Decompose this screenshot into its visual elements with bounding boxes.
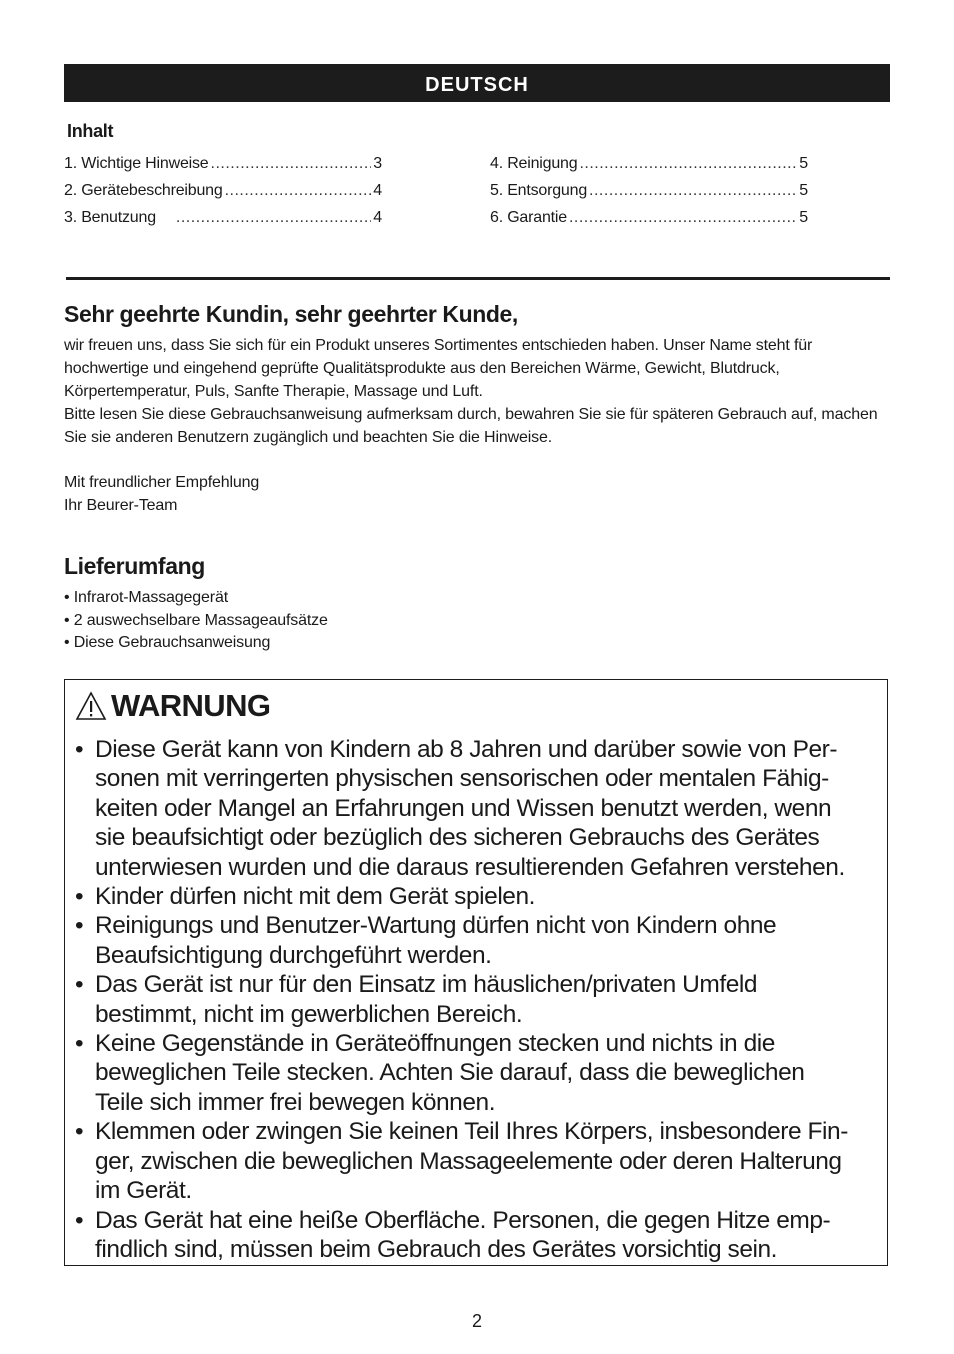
- warning-item: • Das Gerät ist nur für den Einsatz im häuslichen/privaten Umfeld bestimmt, nicht im gewerblichen Bereich.: [75, 970, 883, 1029]
- toc-item-page: 4: [373, 182, 382, 199]
- delivery-list: [64, 587, 328, 655]
- toc-item-page: 5: [799, 182, 808, 199]
- closing-line: Mit freundlicher Empfehlung: [64, 474, 260, 491]
- toc-item-label: 4. Reinigung: [490, 155, 578, 172]
- warning-item: • Diese Gerät kann von Kindern ab 8 Jahren und darüber sowie von Per- sonen mit verringerten physischen sensorischen oder mentalen Fähig- keiten oder Mangel an Erfahrungen und Wissen benutzt werden, wenn sie beaufsichtigt oder bezüglich des sicheren Gebrauchs des Gerätes unterwiesen wurden und die daraus resultierenden Gefahren verstehen.: [75, 735, 883, 882]
- toc-item-page: 4: [373, 209, 382, 226]
- list-item: • Infrarot-Massagegerät: [64, 587, 328, 610]
- warning-item: • Reinigungs und Benutzer-Wartung dürfen nicht von Kindern ohne Beaufsichtigung durchgeführt werden.: [75, 911, 883, 970]
- greeting-heading: Sehr geehrte Kundin, sehr geehrter Kunde,: [64, 301, 518, 327]
- intro-paragraph: Bitte lesen Sie diese Gebrauchsanweisung aufmerksam durch, bewahren Sie sie für späteren Gebrauch auf, machen Sie sie anderen Benutzern zugänglich und beachten Sie die Hinweise.: [64, 406, 878, 446]
- list-item: • Diese Gebrauchsanweisung: [64, 632, 328, 655]
- toc-item-label: 1. Wichtige Hinweise: [64, 155, 209, 172]
- page-number: 2: [471, 1311, 482, 1331]
- warning-box: [64, 679, 888, 1266]
- warning-triangle-icon: [75, 691, 107, 721]
- intro-text: [64, 334, 890, 449]
- delivery-heading: Lieferumfang: [64, 553, 205, 579]
- toc-item[interactable]: [64, 155, 382, 182]
- toc-left-column: [64, 155, 382, 236]
- warning-list: [75, 735, 883, 1264]
- toc-item[interactable]: [490, 155, 808, 182]
- toc-item[interactable]: [490, 209, 808, 236]
- language-header: DEUTSCH: [64, 64, 890, 102]
- toc-item[interactable]: [64, 182, 382, 209]
- toc-item-label: 3. Benutzung: [64, 209, 156, 226]
- toc-title: Inhalt: [67, 121, 114, 141]
- toc-item[interactable]: [64, 209, 382, 236]
- warning-item: • Kinder dürfen nicht mit dem Gerät spielen.: [75, 882, 883, 911]
- intro-paragraph: wir freuen uns, dass Sie sich für ein Produkt unseres Sortimentes entschieden haben. Unser Name steht für hochwertige und eingehend geprüfte Qualitätsprodukte aus den Bereichen Wärme, Gewicht, Blutdruck, Körpertemperatur, Puls, Sanfte Therapie, Massage und Luft.: [64, 337, 813, 400]
- toc-item-page: 5: [799, 209, 808, 226]
- warning-title: WARNUNG: [111, 688, 271, 723]
- signoff: [64, 471, 259, 517]
- list-item: • 2 auswechselbare Massageaufsätze: [64, 610, 328, 633]
- warning-item: • Das Gerät hat eine heiße Oberfläche. Personen, die gegen Hitze emp- findlich sind, müssen beim Gebrauch des Gerätes vorsichtig sein.: [75, 1206, 883, 1265]
- signature-line: Ihr Beurer-Team: [64, 497, 178, 514]
- warning-item: • Keine Gegenstände in Geräteöffnungen stecken und nichts in die beweglichen Teile stecken. Achten Sie darauf, dass die beweglichen Teile sich immer frei bewegen können.: [75, 1029, 883, 1117]
- toc-right-column: [490, 155, 808, 236]
- toc-item-label: 5. Entsorgung: [490, 182, 588, 199]
- section-divider: [66, 277, 890, 280]
- toc-item-label: 2. Gerätebeschreibung: [64, 182, 223, 199]
- toc-item[interactable]: [490, 182, 808, 209]
- toc-item-label: 6. Garantie: [490, 209, 567, 226]
- warning-item: • Klemmen oder zwingen Sie keinen Teil Ihres Körpers, insbesondere Fin- ger, zwischen die beweglichen Massageelemente oder deren Halterung im Gerät.: [75, 1117, 883, 1205]
- warning-header: [75, 688, 270, 724]
- toc-item-page: 5: [799, 155, 808, 172]
- toc-item-page: 3: [373, 155, 382, 172]
